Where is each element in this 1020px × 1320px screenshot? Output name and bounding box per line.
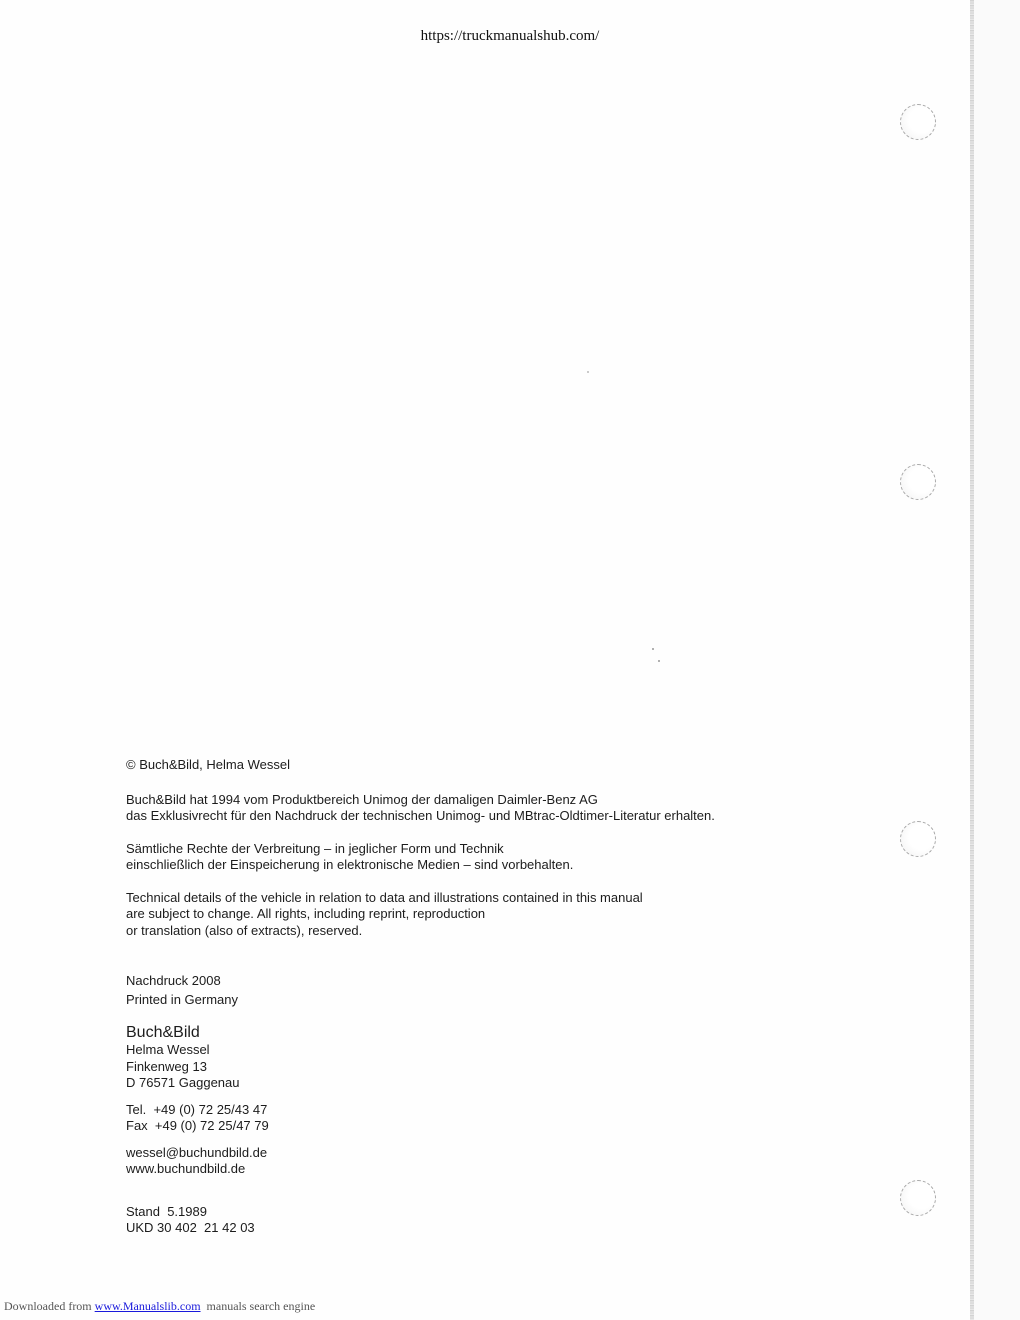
punch-hole-4 xyxy=(900,1180,936,1216)
rights-p3-line1: Technical details of the vehicle in relation to data and illustrations contained in this manual xyxy=(126,889,643,905)
publisher-name: Buch&Bild xyxy=(126,1024,200,1041)
imprint-block xyxy=(126,757,826,1237)
footer-prefix: Downloaded from xyxy=(4,1299,95,1313)
rights-p3-line3: or translation (also of extracts), reserved. xyxy=(126,922,363,938)
publisher-person: Helma Wessel xyxy=(126,1042,210,1057)
document-stand: Stand 5.1989 xyxy=(126,1203,207,1219)
publisher-email: wessel@buchundbild.de xyxy=(126,1144,268,1160)
copyright-line: © Buch&Bild, Helma Wessel xyxy=(126,757,290,772)
manualslib-link[interactable]: www.Manualslib.com xyxy=(94,1299,201,1313)
publisher-website: www.buchundbild.de xyxy=(126,1161,246,1176)
rights-p2-line1: Sämtliche Rechte der Verbreitung – in jeglicher Form und Technik xyxy=(126,840,504,856)
punch-hole-3 xyxy=(900,821,936,857)
publisher-fax: Fax +49 (0) 72 25/47 79 xyxy=(126,1118,269,1133)
rights-p1-line2: das Exklusivrecht für den Nachdruck der technischen Unimog- und MBtrac-Oldtimer-Literatur erhalten. xyxy=(126,808,715,823)
scan-speck xyxy=(652,648,654,650)
punch-hole-2 xyxy=(900,464,936,500)
publisher-street: Finkenweg 13 xyxy=(126,1058,207,1074)
rights-p2-line2: einschließlich der Einspeicherung in elektronische Medien – sind vorbehalten. xyxy=(126,857,574,872)
publisher-city: D 76571 Gaggenau xyxy=(126,1075,240,1090)
binding-edge xyxy=(970,0,974,1320)
download-footer xyxy=(4,1299,315,1314)
publisher-tel: Tel. +49 (0) 72 25/43 47 xyxy=(126,1101,268,1117)
rights-p3-line2: are subject to change. All rights, including reprint, reproduction xyxy=(126,906,486,921)
scan-margin xyxy=(974,0,1020,1320)
document-code: UKD 30 402 21 42 03 xyxy=(126,1220,255,1235)
punch-hole-1 xyxy=(900,104,936,140)
scan-speck xyxy=(658,660,660,662)
printed-country: Printed in Germany xyxy=(126,991,238,1007)
source-url: https://truckmanualshub.com/ xyxy=(420,28,600,44)
scan-speck xyxy=(587,371,589,373)
reprint-year: Nachdruck 2008 xyxy=(126,973,221,988)
footer-suffix: manuals search engine xyxy=(200,1299,316,1313)
rights-p1-line1: Buch&Bild hat 1994 vom Produktbereich Unimog der damaligen Daimler-Benz AG xyxy=(126,791,598,807)
